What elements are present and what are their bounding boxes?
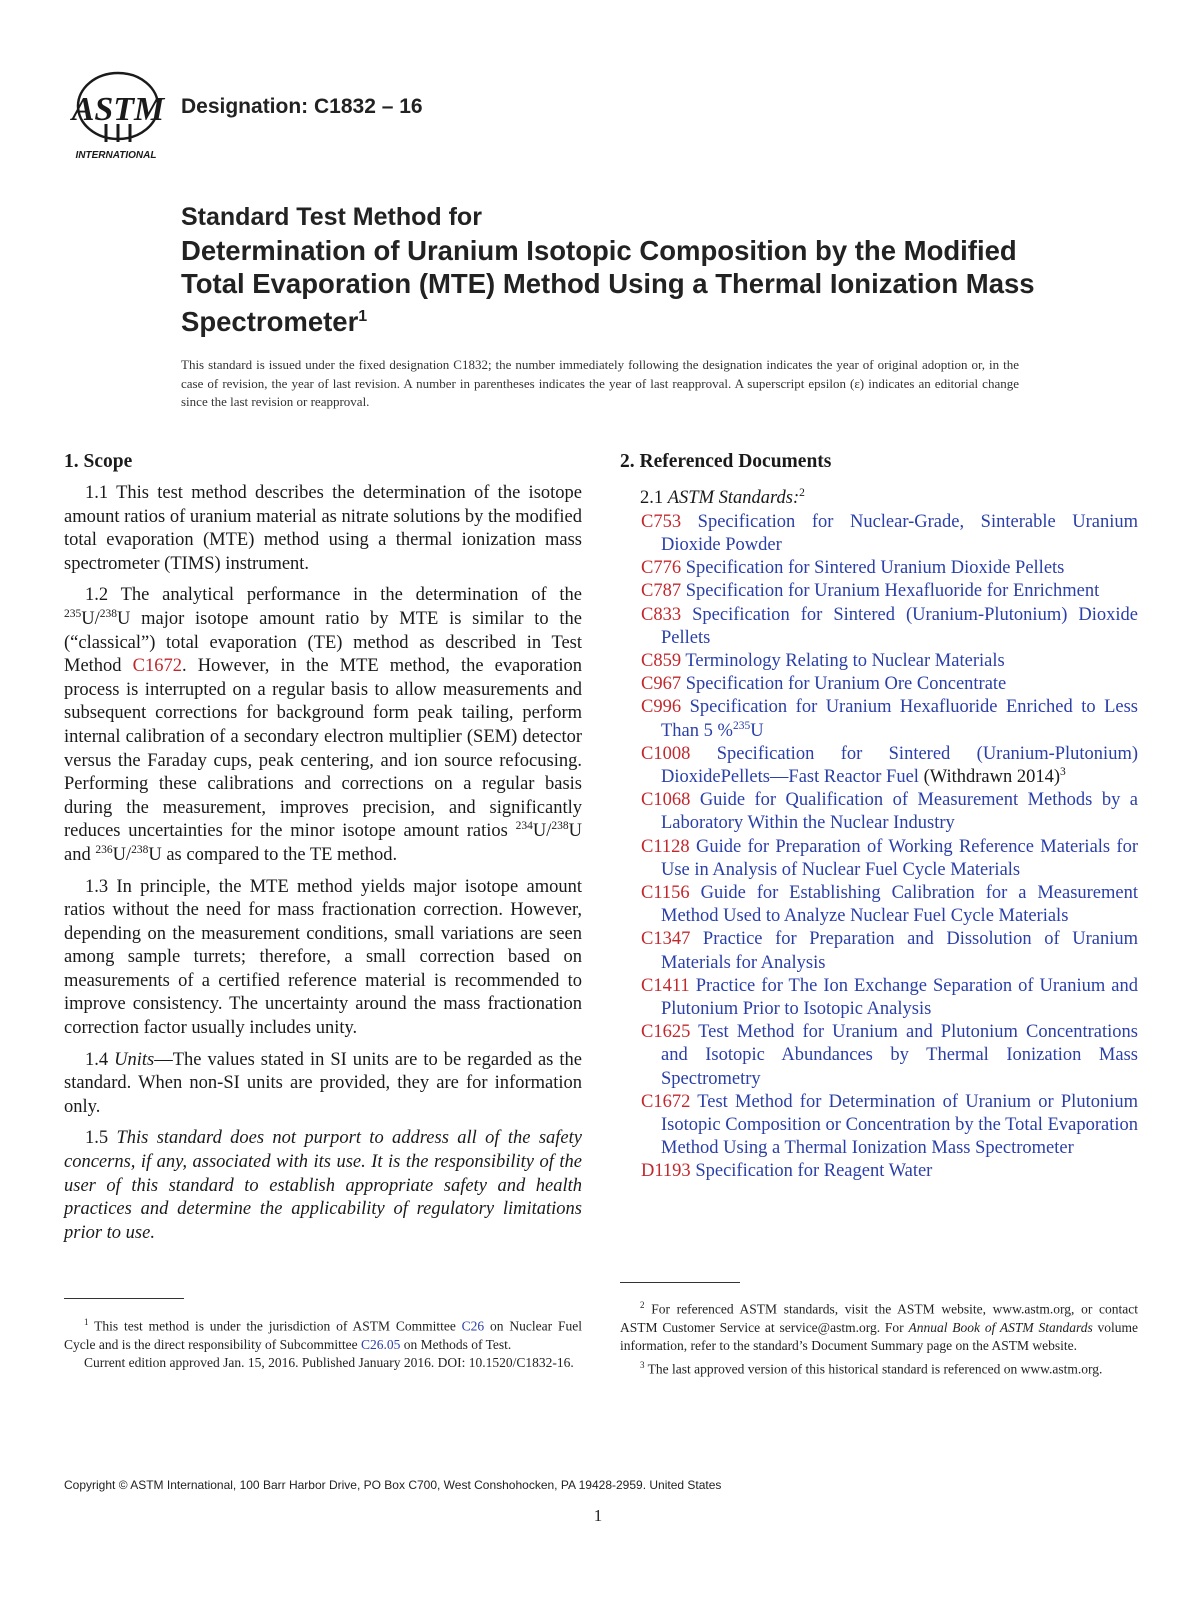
link-c26-05[interactable]: C26.05 (360, 1336, 401, 1352)
title-main-text: Determination of Uranium Isotopic Composition by the Modified Total Evaporation (MTE) Method Using a Thermal Ionization Mass Spectrometer (181, 235, 1035, 338)
reference-title[interactable]: Specification for Uranium Hexafluoride Enriched to Less Than 5 % (661, 697, 1139, 741)
scope-section (64, 450, 582, 1253)
logo-subtext: INTERNATIONAL (75, 150, 157, 161)
reference-title[interactable]: Test Method for Determination of Uranium or Plutonium Isotopic Composition or Concentration by the Total Evaporation Method Using a Thermal Ionization Mass Spectrometer (661, 1091, 1138, 1159)
reference-code[interactable]: C859 (641, 650, 682, 671)
reference-title[interactable]: Specification for Uranium Hexafluoride for Enrichment (685, 581, 1100, 602)
reference-item[interactable] (641, 789, 1138, 835)
reference-item[interactable] (641, 511, 1138, 557)
reference-item[interactable] (641, 673, 1138, 696)
footnote-rule-right (620, 1282, 740, 1283)
reference-code[interactable]: C776 (641, 558, 682, 579)
reference-item[interactable] (641, 928, 1138, 974)
reference-title[interactable]: Terminology Relating to Nuclear Materials (685, 650, 1005, 671)
scope-heading: 1. Scope (64, 451, 133, 472)
page-number: 1 (593, 1506, 603, 1525)
reference-code[interactable]: C996 (641, 697, 682, 718)
reference-title[interactable]: Specification for Sintered (Uranium-Plutonium) DioxidePellets—Fast Reactor Fuel (661, 743, 1139, 787)
reference-item[interactable] (641, 557, 1138, 580)
reference-code[interactable]: C1156 (641, 883, 690, 903)
reference-code[interactable]: D1193 (641, 1161, 691, 1182)
scope-para-1-4: 1.4 Units—The values stated in SI units are to be regarded as the standard. When non-SI units are provided, they are for information only. (64, 1049, 582, 1117)
title-line-1: Standard Test Method for (181, 203, 482, 231)
referenced-heading: 2. Referenced Documents (620, 451, 832, 472)
reference-title[interactable]: Practice for The Ion Exchange Separation of Uranium and Plutonium Prior to Isotopic Analysis (661, 975, 1139, 1020)
reference-item[interactable] (641, 604, 1138, 650)
reference-code[interactable]: C1008 (641, 743, 691, 764)
title-main (181, 234, 1041, 338)
reference-superscript: 3 (1060, 765, 1066, 778)
scope-para-1-3: 1.3 In principle, the MTE method yields major isotope amount ratios without the need for mass fractionation correction. However, depending on the measurement conditions, small variations are seen among sample turrets; therefore, a small correction based on measurements of a certified reference material is recommended to improve consistency. The uncertainty around the mass fractionation correction factor usually includes unity. (64, 876, 582, 1039)
scope-para-1-1: 1.1 This test method describes the determination of the isotope amount ratios of uranium material as nitrate solutions by the modified total evaporation (MTE) method using a thermal ionization mass spectrometer (TIMS) instrument. (64, 483, 582, 574)
issued-note: This standard is issued under the fixed designation C1832; the number immediately following the designation indicates the year of original adoption or, in the case of revision, the year of last revision. A number in parentheses indicates the year of last reapproval. A superscript epsilon (ε) indicates an editorial change since the last revision or reapproval. (181, 357, 1019, 409)
document-title (181, 200, 1041, 338)
scope-para-1-5: 1.5 This standard does not purport to address all of the safety concerns, if any, associated with its use. It is the responsibility of the user of this standard to establish appropriate safety and health practices and determine the applicability of regulatory limitations prior to use. (64, 1128, 582, 1243)
reference-item[interactable] (641, 743, 1139, 789)
reference-item[interactable] (641, 836, 1138, 882)
link-c1672[interactable]: C1672 (132, 656, 182, 677)
footnote-3: $^3$ The last approved version of this historical standard is referenced on www.astm.org. (640, 1359, 1103, 1377)
reference-tail: U (750, 720, 764, 741)
reference-title[interactable]: Specification for Uranium Ore Concentrate (685, 674, 1007, 695)
footnotes-left (64, 1313, 582, 1373)
reference-title[interactable]: Specification for Reagent Water (695, 1161, 933, 1182)
reference-item[interactable] (641, 650, 1138, 673)
reference-code[interactable]: C753 (641, 511, 682, 532)
reference-title[interactable]: Specification for Nuclear-Grade, Sinterable Uranium Dioxide Powder (661, 511, 1138, 555)
copyright-notice: Copyright © ASTM International, 100 Barr Harbor Drive, PO Box C700, West Conshohocken, PA 19428-2959. United States (64, 1478, 722, 1492)
reference-title[interactable]: Guide for Establishing Calibration for a Measurement Method Used to Analyze Nuclear Fuel Cycle Materials (661, 883, 1139, 927)
reference-item[interactable] (641, 580, 1138, 603)
scope-para-1-2: 1.2 The analytical performance in the determination of the $^{235}$U/$^{238}$U major isotope amount ratio by MTE is similar to the (“classical”) total evaporation (TE) method as described in Test Method C1672. However, in the MTE method, the evaporation process is interrupted on a regular basis to allow measurements and subsequent corrections for background form peak tailing, perform internal calibration of a secondary electron multiplier (SEM) detector versus the Faraday cups, peak centering, and ion source refocusing. Performing these calibrations and corrections on a regular basis during the measurement, improves precision, and significantly reduces uncertainties for the minor isotope amount ratios $^{234}$U/$^{238}$U and $^{236}$U/$^{238}$U as compared to the TE method. (64, 585, 582, 865)
astm-standards-subheading: 2.1 ASTM Standards:$^2$ (640, 487, 805, 509)
referenced-documents-section (620, 450, 1138, 1184)
reference-code[interactable]: C833 (641, 604, 682, 625)
footnote-rule-left (64, 1298, 184, 1299)
reference-title[interactable]: Guide for Preparation of Working Reference Materials for Use in Analysis of Nuclear Fuel Cycle Materials (661, 836, 1138, 880)
reference-title[interactable]: Practice for Preparation and Dissolution of Uranium Materials for Analysis (661, 929, 1138, 973)
reference-title[interactable]: Test Method for Uranium and Plutonium Concentrations and Isotopic Abundances by Thermal Ionization Mass Spectrometry (661, 1022, 1138, 1089)
reference-code[interactable]: C787 (641, 581, 682, 602)
reference-code[interactable]: C1411 (641, 975, 690, 996)
reference-item[interactable] (641, 1091, 1138, 1161)
link-c26[interactable]: C26 (461, 1318, 485, 1334)
reference-list (620, 511, 1138, 1184)
reference-code[interactable]: C1128 (641, 836, 690, 857)
title-footnote-mark: 1 (358, 308, 368, 325)
reference-code[interactable]: C1625 (641, 1022, 691, 1043)
reference-note: (Withdrawn 2014) (918, 766, 1060, 787)
logo-text: ASTM (71, 91, 165, 128)
reference-item[interactable] (641, 1021, 1138, 1091)
reference-code[interactable]: C1347 (641, 929, 691, 950)
footnotes-right (620, 1296, 1138, 1379)
footnote-1-edition: Current edition approved Jan. 15, 2016. Published January 2016. DOI: 10.1520/C1832-16. (84, 1355, 574, 1371)
reference-item[interactable] (641, 1160, 1138, 1183)
reference-item[interactable] (641, 882, 1139, 928)
reference-item[interactable] (641, 975, 1139, 1021)
footnote-2: $^2$ For referenced ASTM standards, visit the ASTM website, www.astm.org, or contact ASTM Customer Service at service@astm.org. For Annual Book of ASTM Standards volume information, refer to the standard’s Document Summary page on the ASTM website. (620, 1300, 1139, 1354)
designation: Designation: C1832 – 16 (181, 95, 423, 118)
footnote-1: $^1$ This test method is under the jurisdiction of ASTM Committee C26 on Nuclear Fuel Cycle and is the direct responsibility of Subcommittee C26.05 on Methods of Test. (64, 1317, 582, 1352)
reference-superscript: 235 (732, 719, 751, 732)
astm-logo (66, 68, 170, 166)
reference-code[interactable]: C1672 (641, 1091, 691, 1112)
reference-title[interactable]: Guide for Qualification of Measurement Methods by a Laboratory Within the Nuclear Industry (661, 790, 1138, 834)
reference-code[interactable]: C1068 (641, 790, 691, 811)
reference-title[interactable]: Specification for Sintered Uranium Dioxide Pellets (685, 558, 1065, 579)
reference-item[interactable] (641, 696, 1139, 742)
reference-code[interactable]: C967 (641, 674, 682, 695)
reference-title[interactable]: Specification for Sintered (Uranium-Plutonium) Dioxide Pellets (661, 604, 1138, 648)
